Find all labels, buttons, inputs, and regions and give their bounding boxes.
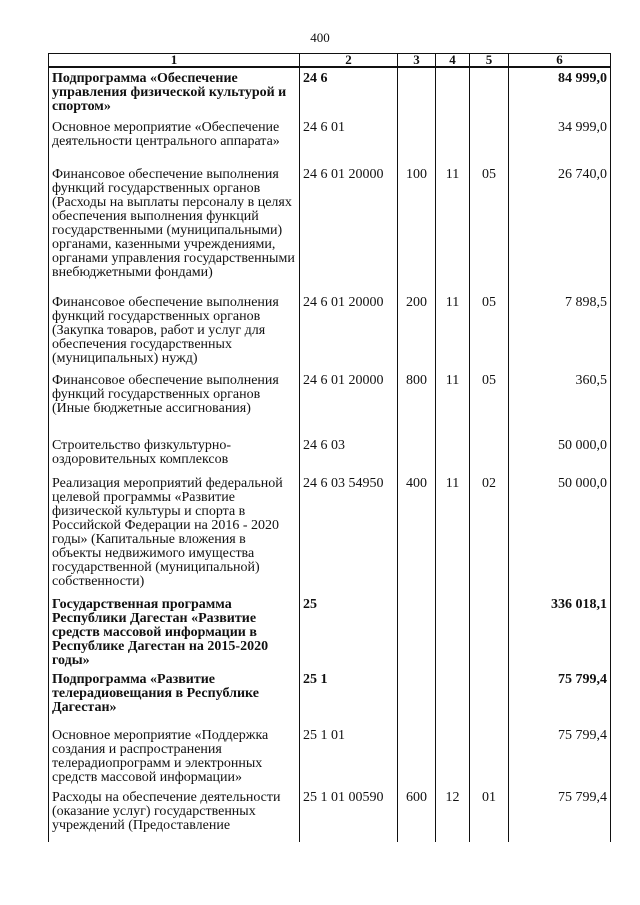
table-row — [49, 669, 611, 725]
cell-code: 24 6 01 20000 — [300, 292, 398, 370]
cell-c3 — [398, 594, 436, 669]
cell-sum: 75 799,4 — [509, 787, 611, 842]
cell-c4 — [436, 594, 470, 669]
table-row — [49, 370, 611, 435]
table-row — [49, 787, 611, 842]
column-header: 6 — [509, 54, 611, 68]
cell-c5 — [470, 594, 509, 669]
cell-c5 — [470, 669, 509, 725]
cell-c5: 02 — [470, 473, 509, 594]
cell-name: Основное мероприятие «Обеспечение деятельности центрального аппарата» — [49, 117, 300, 164]
cell-code: 25 — [300, 594, 398, 669]
cell-c3 — [398, 725, 436, 787]
cell-c4: 11 — [436, 292, 470, 370]
cell-sum: 84 999,0 — [509, 67, 611, 117]
cell-c3: 100 — [398, 164, 436, 292]
column-header: 2 — [300, 54, 398, 68]
cell-c3 — [398, 117, 436, 164]
cell-sum: 26 740,0 — [509, 164, 611, 292]
cell-c5: 05 — [470, 292, 509, 370]
cell-name: Реализация мероприятий федеральной целевой программы «Развитие физической культуры и спорта в Российской Федерации на 2016 - 2020 годы» (Капитальные вложения в объекты недвижимого имущества государственной (муниципальной) собственности) — [49, 473, 300, 594]
cell-name: Государственная программа Республики Дагестан «Развитие средств массовой информации в Республике Дагестан на 2015-2020 годы» — [49, 594, 300, 669]
cell-sum: 7 898,5 — [509, 292, 611, 370]
cell-sum: 50 000,0 — [509, 473, 611, 594]
cell-name: Финансовое обеспечение выполнения функций государственных органов (Закупка товаров, работ и услуг для обеспечения государственных (муниципальных) нужд) — [49, 292, 300, 370]
cell-c5: 01 — [470, 787, 509, 842]
cell-c3: 400 — [398, 473, 436, 594]
cell-c3 — [398, 67, 436, 117]
cell-code: 24 6 03 54950 — [300, 473, 398, 594]
cell-name: Основное мероприятие «Поддержка создания и распространения телерадиопрограмм и электронных средств массовой информации» — [49, 725, 300, 787]
header-row — [49, 54, 611, 68]
cell-c4 — [436, 67, 470, 117]
table-row — [49, 117, 611, 164]
cell-c3 — [398, 669, 436, 725]
cell-c4: 11 — [436, 164, 470, 292]
cell-c3: 600 — [398, 787, 436, 842]
cell-c5: 05 — [470, 370, 509, 435]
cell-name: Подпрограмма «Развитие телерадиовещания в Республике Дагестан» — [49, 669, 300, 725]
cell-sum: 75 799,4 — [509, 669, 611, 725]
cell-c4: 11 — [436, 370, 470, 435]
cell-c3 — [398, 435, 436, 473]
cell-c4 — [436, 725, 470, 787]
budget-table — [48, 53, 611, 842]
cell-name: Строительство физкультурно-оздоровительных комплексов — [49, 435, 300, 473]
cell-c5 — [470, 117, 509, 164]
cell-name: Финансовое обеспечение выполнения функций государственных органов (Иные бюджетные ассигнования) — [49, 370, 300, 435]
cell-sum: 34 999,0 — [509, 117, 611, 164]
cell-c5 — [470, 725, 509, 787]
cell-c4 — [436, 669, 470, 725]
column-header: 5 — [470, 54, 509, 68]
cell-c5 — [470, 67, 509, 117]
cell-name: Подпрограмма «Обеспечение управления физической культурой и спортом» — [49, 67, 300, 117]
cell-code: 25 1 — [300, 669, 398, 725]
page-number: 400 — [310, 30, 330, 45]
cell-code: 24 6 — [300, 67, 398, 117]
cell-code: 24 6 01 — [300, 117, 398, 164]
column-header: 4 — [436, 54, 470, 68]
table-row — [49, 292, 611, 370]
table-row — [49, 435, 611, 473]
column-header: 3 — [398, 54, 436, 68]
cell-c3: 800 — [398, 370, 436, 435]
cell-c4 — [436, 117, 470, 164]
cell-sum: 360,5 — [509, 370, 611, 435]
cell-code: 25 1 01 — [300, 725, 398, 787]
cell-name: Финансовое обеспечение выполнения функций государственных органов (Расходы на выплаты персоналу в целях обеспечения выполнения функций государственными (муниципальными) органами, казенными учреждениями, органами управления государственными внебюджетными фондами) — [49, 164, 300, 292]
table-row — [49, 67, 611, 117]
cell-c3: 200 — [398, 292, 436, 370]
cell-c5 — [470, 435, 509, 473]
column-header: 1 — [49, 54, 300, 68]
cell-c4 — [436, 435, 470, 473]
table-row — [49, 473, 611, 594]
cell-c5: 05 — [470, 164, 509, 292]
cell-code: 25 1 01 00590 — [300, 787, 398, 842]
cell-code: 24 6 03 — [300, 435, 398, 473]
table-row — [49, 725, 611, 787]
cell-sum: 75 799,4 — [509, 725, 611, 787]
table-row — [49, 164, 611, 292]
cell-c4: 12 — [436, 787, 470, 842]
cell-c4: 11 — [436, 473, 470, 594]
cell-sum: 336 018,1 — [509, 594, 611, 669]
table-row — [49, 594, 611, 669]
cell-name: Расходы на обеспечение деятельности (оказание услуг) государственных учреждений (Предоставление — [49, 787, 300, 842]
cell-code: 24 6 01 20000 — [300, 164, 398, 292]
cell-code: 24 6 01 20000 — [300, 370, 398, 435]
cell-sum: 50 000,0 — [509, 435, 611, 473]
